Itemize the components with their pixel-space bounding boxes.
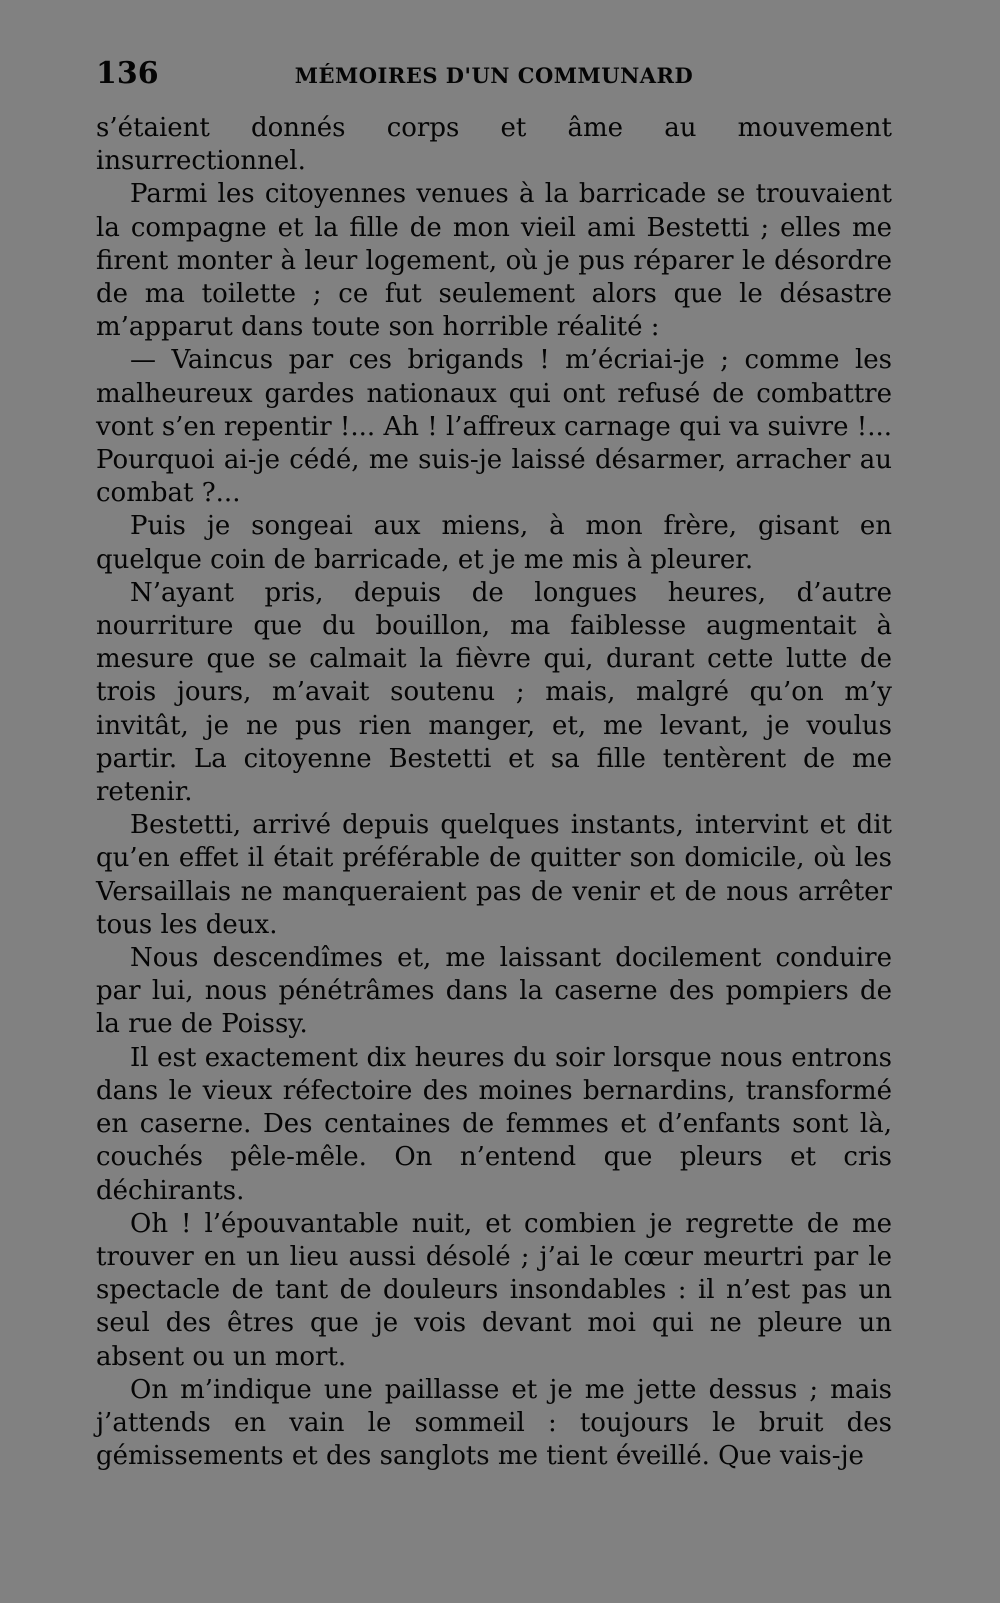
paragraph-6: Bestetti, arrivé depuis quelques instants, intervint et dit qu’en effet il était préférable de quitter son domicile, où les Versaillais ne manqueraient pas de venir et de nous arrêter tous les deux.	[96, 810, 892, 940]
paragraph-10: On m’indique une paillasse et je me jette dessus ; mais j’attends en vain le sommeil : toujours le bruit des gémissements et des sanglots me tient éveillé. Que vais-je	[96, 1374, 892, 1472]
paragraph-8: Il est exactement dix heures du soir lorsque nous entrons dans le vieux réfectoire des moines bernardins, transformé en caserne. Des centaines de femmes et d’enfants sont là, couchés pêle-mêle. On n’entend que pleurs et cris déchirants.	[96, 1042, 892, 1206]
paragraph-2: Parmi les citoyennes venues à la barricade se trouvaient la compagne et la fille de mon vieil ami Bestetti ; elles me firent monter à leur logement, où je pus réparer le désordre de ma toilette ; ce fut seulement alors que le désastre m’apparut dans toute son horrible réalité :	[96, 179, 892, 343]
page-header	[96, 56, 892, 92]
body-text	[96, 112, 892, 1473]
page-number: 136	[96, 56, 159, 91]
paragraph-1: s’étaient donnés corps et âme au mouvement insurrectionnel.	[96, 113, 892, 177]
paragraph-7: Nous descendîmes et, me laissant docilement conduire par lui, nous pénétrâmes dans la caserne des pompiers de la rue de Poissy.	[96, 943, 892, 1040]
book-page	[96, 56, 892, 1473]
paragraph-5: N’ayant pris, depuis de longues heures, d’autre nourriture que du bouillon, ma faiblesse augmentait à mesure que se calmait la fièvre qui, durant cette lutte de trois jours, m’avait soutenu ; mais, malgré qu’on m’y invitât, je ne pus rien manger, et, me levant, je voulus partir. La citoyenne Bestetti et sa fille tentèrent de me retenir.	[96, 577, 892, 808]
running-title: MÉMOIRES D'UN COMMUNARD	[294, 63, 694, 88]
paragraph-3: — Vaincus par ces brigands ! m’écriai-je ; comme les malheureux gardes nationaux qui ont refusé de combattre vont s’en repentir !... Ah ! l’affreux carnage qui va suivre !... Pourquoi ai-je cédé, me suis-je laissé désarmer, arracher au combat ?...	[96, 345, 892, 509]
paragraph-9: Oh ! l’épouvantable nuit, et combien je regrette de me trouver en un lieu aussi désolé ; j’ai le cœur meurtri par le spectacle de tant de douleurs insondables : il n’est pas un seul des êtres que je vois devant moi qui ne pleure un absent ou un mort.	[96, 1208, 892, 1372]
paragraph-4: Puis je songeai aux miens, à mon frère, gisant en quelque coin de barricade, et je me mis à pleurer.	[96, 511, 892, 575]
